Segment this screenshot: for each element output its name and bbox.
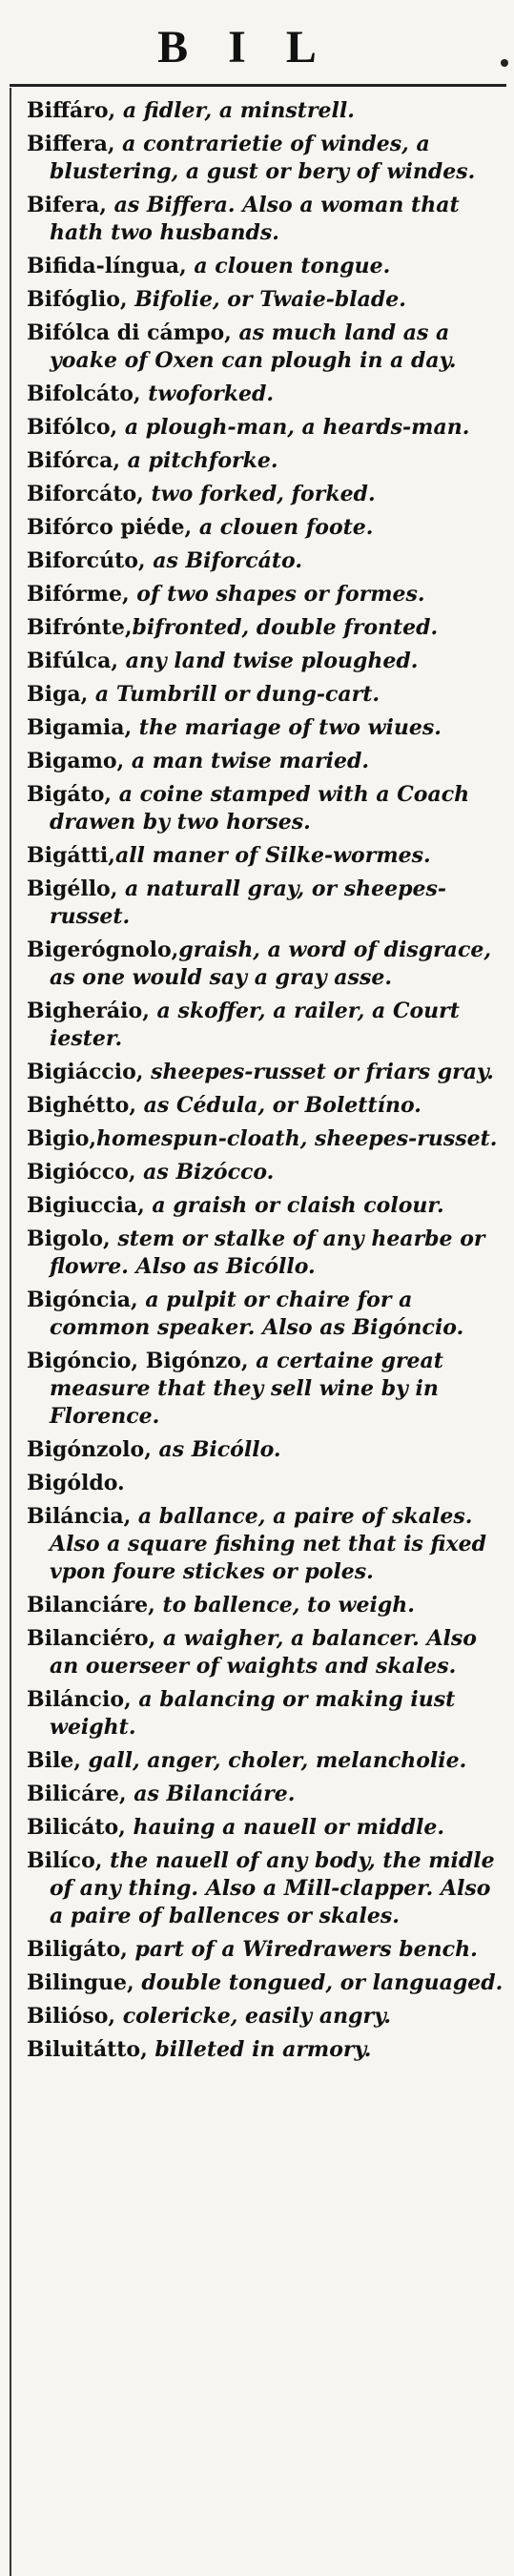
dictionary-entry (13, 2036, 504, 2064)
dictionary-entry (13, 481, 504, 508)
entry-definition: homespun-cloath, sheepes-russet. (96, 1126, 498, 1151)
dictionary-entry (13, 1503, 504, 1586)
dictionary-entry (13, 547, 504, 575)
entry-definition: the mariage of two wiues. (132, 715, 442, 740)
entry-definition: as Bilanciáre. (126, 1782, 296, 1806)
entry-definition: any land twise ploughed. (118, 649, 419, 673)
entry-headword: Bigónzolo, (27, 1437, 152, 1462)
entry-headword: Biligáto, (27, 1937, 128, 1962)
dictionary-entry (13, 1747, 504, 1775)
entry-definition: a coine stamped with a Coach drawen by two horses. (50, 782, 470, 835)
entry-headword: Bigamo, (27, 749, 125, 773)
entry-definition: a graish or claish colour. (144, 1193, 444, 1218)
entry-definition: a ballance, a paire of skales. Also a square fishing net that is fixed vpon foure stickes or poles. (50, 1504, 487, 1584)
page-header (0, 0, 514, 91)
dictionary-entry (13, 1348, 504, 1431)
dictionary-entry (13, 614, 504, 642)
entry-headword: Biláncio, (27, 1687, 132, 1712)
dictionary-entry (13, 1936, 504, 1964)
entry-headword: Bigio, (27, 1126, 97, 1151)
entry-definition: of two shapes or formes. (129, 582, 425, 607)
dictionary-entries (13, 97, 504, 2070)
entry-headword: Biffera, (27, 132, 115, 156)
entry-definition: hauing a nauell or middle. (125, 1815, 444, 1840)
dictionary-entry (13, 876, 504, 931)
dictionary-entry (13, 1781, 504, 1808)
entry-headword: Biforcúto, (27, 548, 146, 573)
entry-definition: part of a Wiredrawers bench. (127, 1937, 478, 1962)
entry-headword: Bifera, (27, 193, 107, 217)
dictionary-entry (13, 1625, 504, 1680)
entry-headword: Bifórco piéde, (27, 515, 193, 540)
entry-headword: Bifúlca, (27, 649, 119, 673)
dictionary-entry (13, 581, 504, 608)
entry-headword: Bifórme, (27, 582, 130, 607)
dictionary-entry (13, 414, 504, 442)
column-rule (10, 88, 11, 2576)
entry-definition: to ballence, to weigh. (154, 1593, 415, 1618)
entry-definition: a pitchforke. (120, 448, 278, 473)
dictionary-entry (13, 192, 504, 247)
entry-definition: double tongued, or languaged. (134, 1970, 504, 1995)
dictionary-entry (13, 447, 504, 475)
entry-definition: a skoffer, a railer, a Court iester. (50, 999, 460, 1051)
dictionary-entry (13, 319, 504, 375)
entry-headword: Bigolo, (27, 1226, 111, 1251)
entry-headword: Bifida-língua, (27, 254, 187, 278)
dictionary-entry (13, 748, 504, 775)
entry-headword: Bifolcáto, (27, 381, 141, 406)
entry-definition: a Tumbrill or dung-cart. (88, 682, 380, 707)
dictionary-entry (13, 842, 504, 870)
dictionary-entry (13, 1592, 504, 1619)
dictionary-entry (13, 681, 504, 709)
header-rule (10, 84, 506, 87)
entry-definition: a naturall gray, or sheepes-russet. (50, 876, 447, 929)
entry-headword: Bile, (27, 1748, 81, 1773)
entry-headword: Bifólca di cámpo, (27, 320, 232, 345)
entry-definition: as Bicóllo. (151, 1437, 281, 1462)
entry-headword: Biforcáto, (27, 482, 144, 506)
entry-definition: a clouen foote. (192, 515, 374, 540)
entry-headword: Bilicáto, (27, 1815, 126, 1840)
entry-definition: as Biforcáto. (145, 548, 302, 573)
entry-headword: Biluitátto, (27, 2037, 148, 2062)
dictionary-entry (13, 998, 504, 1053)
entry-definition: a man twise maried. (124, 749, 369, 773)
dictionary-entry (13, 714, 504, 742)
entry-headword: Bigóncio, Bigónzo, (27, 1349, 249, 1373)
dictionary-entry (13, 1125, 504, 1153)
dictionary-entry (13, 1159, 504, 1186)
entry-headword: Bigamia, (27, 715, 133, 740)
dictionary-entry (13, 514, 504, 542)
dictionary-entry (13, 1092, 504, 1120)
entry-definition: billeted in armory. (147, 2037, 372, 2062)
entry-headword: Bilanciéro, (27, 1626, 156, 1651)
entry-headword: Bigerógnolo, (27, 938, 179, 962)
entry-definition: a contrarietie of windes, a blustering, a gust or bery of windes. (50, 132, 476, 184)
entry-definition: gall, anger, choler, melancholie. (80, 1748, 467, 1773)
dictionary-entry (13, 97, 504, 125)
entry-definition: as Bizócco. (135, 1160, 275, 1185)
entry-headword: Bifórca, (27, 448, 120, 473)
entry-headword: Bilanciáre, (27, 1593, 155, 1618)
entry-headword: Bigiócco, (27, 1160, 136, 1185)
dictionary-entry (13, 1969, 504, 1997)
dictionary-entry (13, 1847, 504, 1930)
entry-headword: Bigóldo. (27, 1471, 125, 1495)
entry-definition: twoforked. (140, 381, 275, 406)
dictionary-entry (13, 1470, 504, 1497)
dictionary-entry (13, 131, 504, 186)
entry-definition: as Biffera. Also a woman that hath two husbands. (50, 193, 460, 245)
entry-headword: Bilingue, (27, 1970, 134, 1995)
entry-definition: as much land as a yoake of Oxen can plough in a day. (50, 320, 457, 373)
dictionary-entry (13, 1192, 504, 1220)
entry-definition: a waigher, a balancer. Also an ouerseer of waights and skales. (50, 1626, 477, 1679)
dictionary-entry (13, 1436, 504, 1464)
dictionary-entry (13, 2003, 504, 2030)
entry-headword: Biffáro, (27, 98, 116, 123)
dictionary-entry (13, 1059, 504, 1086)
entry-headword: Bigiáccio, (27, 1060, 144, 1084)
entry-headword: Bigheráio, (27, 999, 150, 1023)
entry-headword: Bigóncia, (27, 1288, 138, 1312)
entry-headword: Bigéllo, (27, 876, 118, 901)
entry-definition: a fidler, a minstrell. (115, 98, 355, 123)
entry-headword: Bifóglio, (27, 287, 128, 312)
entry-headword: Bigátti, (27, 843, 115, 868)
entry-headword: Bifrónte, (27, 615, 133, 640)
entry-headword: Bighétto, (27, 1093, 136, 1118)
ornament-dot (501, 59, 508, 67)
dictionary-entry (13, 253, 504, 280)
entry-headword: Biláncia, (27, 1504, 132, 1529)
dictionary-entry (13, 781, 504, 836)
entry-headword: Biga, (27, 682, 89, 707)
entry-definition: as Cédula, or Bolettíno. (135, 1093, 421, 1118)
entry-headword: Bilíco, (27, 1848, 103, 1873)
entry-headword: Biliósо, (27, 2004, 116, 2029)
entry-definition: bifronted, double fronted. (132, 615, 439, 640)
entry-headword: Bigiuccia, (27, 1193, 145, 1218)
dictionary-entry (13, 381, 504, 408)
entry-definition: the nauell of any body, the midle of any thing. Also a Mill-clapper. Also a paire of ballences or skales. (50, 1848, 495, 1928)
dictionary-entry (13, 648, 504, 675)
entry-definition: all maner of Silke-wormes. (114, 843, 431, 868)
running-head: BIL (157, 22, 357, 72)
entry-definition: sheepes-russet or friars gray. (143, 1060, 494, 1084)
entry-definition: Bifolie, or Twaie-blade. (127, 287, 406, 312)
entry-definition: colericke, easily angry. (115, 2004, 391, 2029)
entry-definition: a pulpit or chaire for a common speaker. Also as Bigóncio. (50, 1288, 464, 1340)
dictionary-entry (13, 1814, 504, 1842)
entry-definition: stem or stalke of any hearbe or flowre. Also as Bicóllo. (50, 1226, 485, 1279)
entry-headword: Bigáto, (27, 782, 113, 807)
entry-headword: Bilicáre, (27, 1782, 127, 1806)
entry-definition: a certaine great measure that they sell wine by in Florence. (50, 1349, 443, 1429)
dictionary-entry (13, 286, 504, 314)
dictionary-entry (13, 937, 504, 992)
entry-definition: a balancing or making iust weight. (50, 1687, 456, 1740)
dictionary-entry (13, 1226, 504, 1281)
entry-definition: two forked, forked. (143, 482, 376, 506)
dictionary-entry (13, 1287, 504, 1342)
entry-definition: a clouen tongue. (186, 254, 391, 278)
entry-headword: Bifólco, (27, 415, 118, 440)
entry-definition: a plough-man, a heards-man. (117, 415, 470, 440)
dictionary-entry (13, 1686, 504, 1741)
entry-definition: graish, a word of disgrace, as one would say a gray asse. (50, 938, 491, 990)
